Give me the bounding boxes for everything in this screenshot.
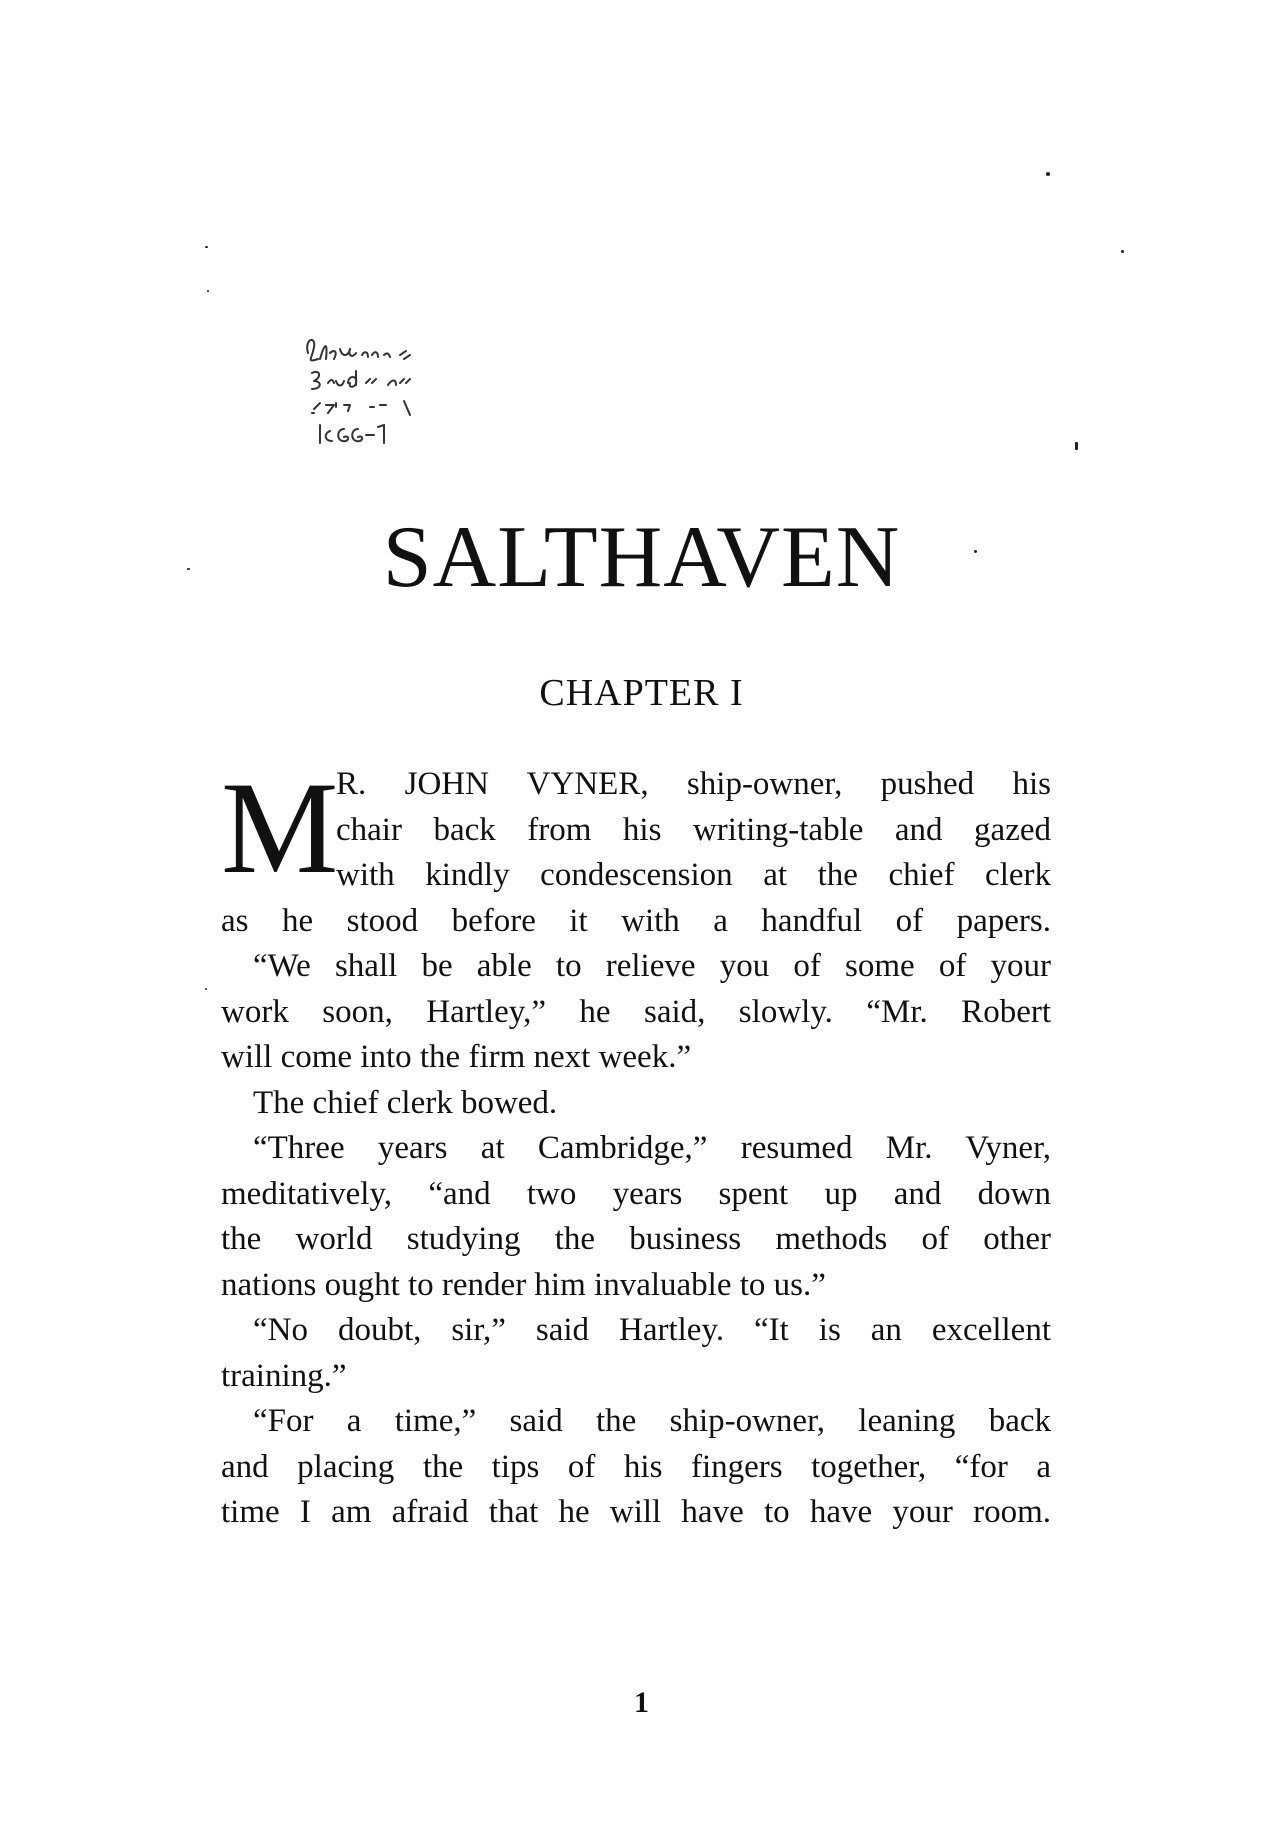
- page-number: 1: [634, 1686, 649, 1719]
- text-line: with kindly condescension at the chief clerk: [336, 857, 1051, 893]
- scan-speck: [1075, 442, 1078, 450]
- text-line: chair back from his writing-table and gazed: [336, 811, 1051, 848]
- opening-paragraph: [221, 754, 1051, 901]
- text-line: the world studying the business methods of other: [221, 1221, 1051, 1257]
- text-line: will come into the firm next week.”: [221, 1039, 692, 1075]
- text-line: training.”: [221, 1357, 347, 1394]
- scan-speck: [1121, 250, 1124, 253]
- text-line: R. JOHN VYNER, ship-owner, pushed his: [336, 766, 1051, 802]
- text-line: The chief clerk bowed.: [253, 1084, 558, 1121]
- scan-speck: [207, 290, 209, 292]
- text-line: meditatively, “and two years spent up and down: [221, 1175, 1051, 1212]
- text-line: “Three years at Cambridge,” resumed Mr. Vyner,: [253, 1130, 1051, 1166]
- book-title: SALTHAVEN: [382, 509, 901, 606]
- scan-speck: [1046, 172, 1050, 176]
- handwritten-marginalia: [300, 325, 500, 465]
- text-line: “We shall be able to relieve you of some of your: [253, 948, 1051, 984]
- text-line: as he stood before it with a handful of papers.: [221, 902, 1051, 939]
- chapter-text: [221, 754, 1051, 1536]
- drop-cap: M: [221, 754, 339, 901]
- text-line: “For a time,” said the ship-owner, leaning back: [253, 1403, 1051, 1439]
- text-line: “No doubt, sir,” said Hartley. “It is an excellent: [253, 1312, 1051, 1348]
- chapter-heading: CHAPTER I: [539, 672, 744, 714]
- text-line: and placing the tips of his fingers together, “for a: [221, 1448, 1051, 1485]
- scan-speck: [205, 988, 207, 990]
- text-line: nations ought to render him invaluable to us.”: [221, 1266, 826, 1303]
- text-line: work soon, Hartley,” he said, slowly. “Mr. Robert: [221, 993, 1051, 1030]
- text-line: time I am afraid that he will have to have your room.: [221, 1494, 1051, 1530]
- scan-speck: [205, 246, 208, 248]
